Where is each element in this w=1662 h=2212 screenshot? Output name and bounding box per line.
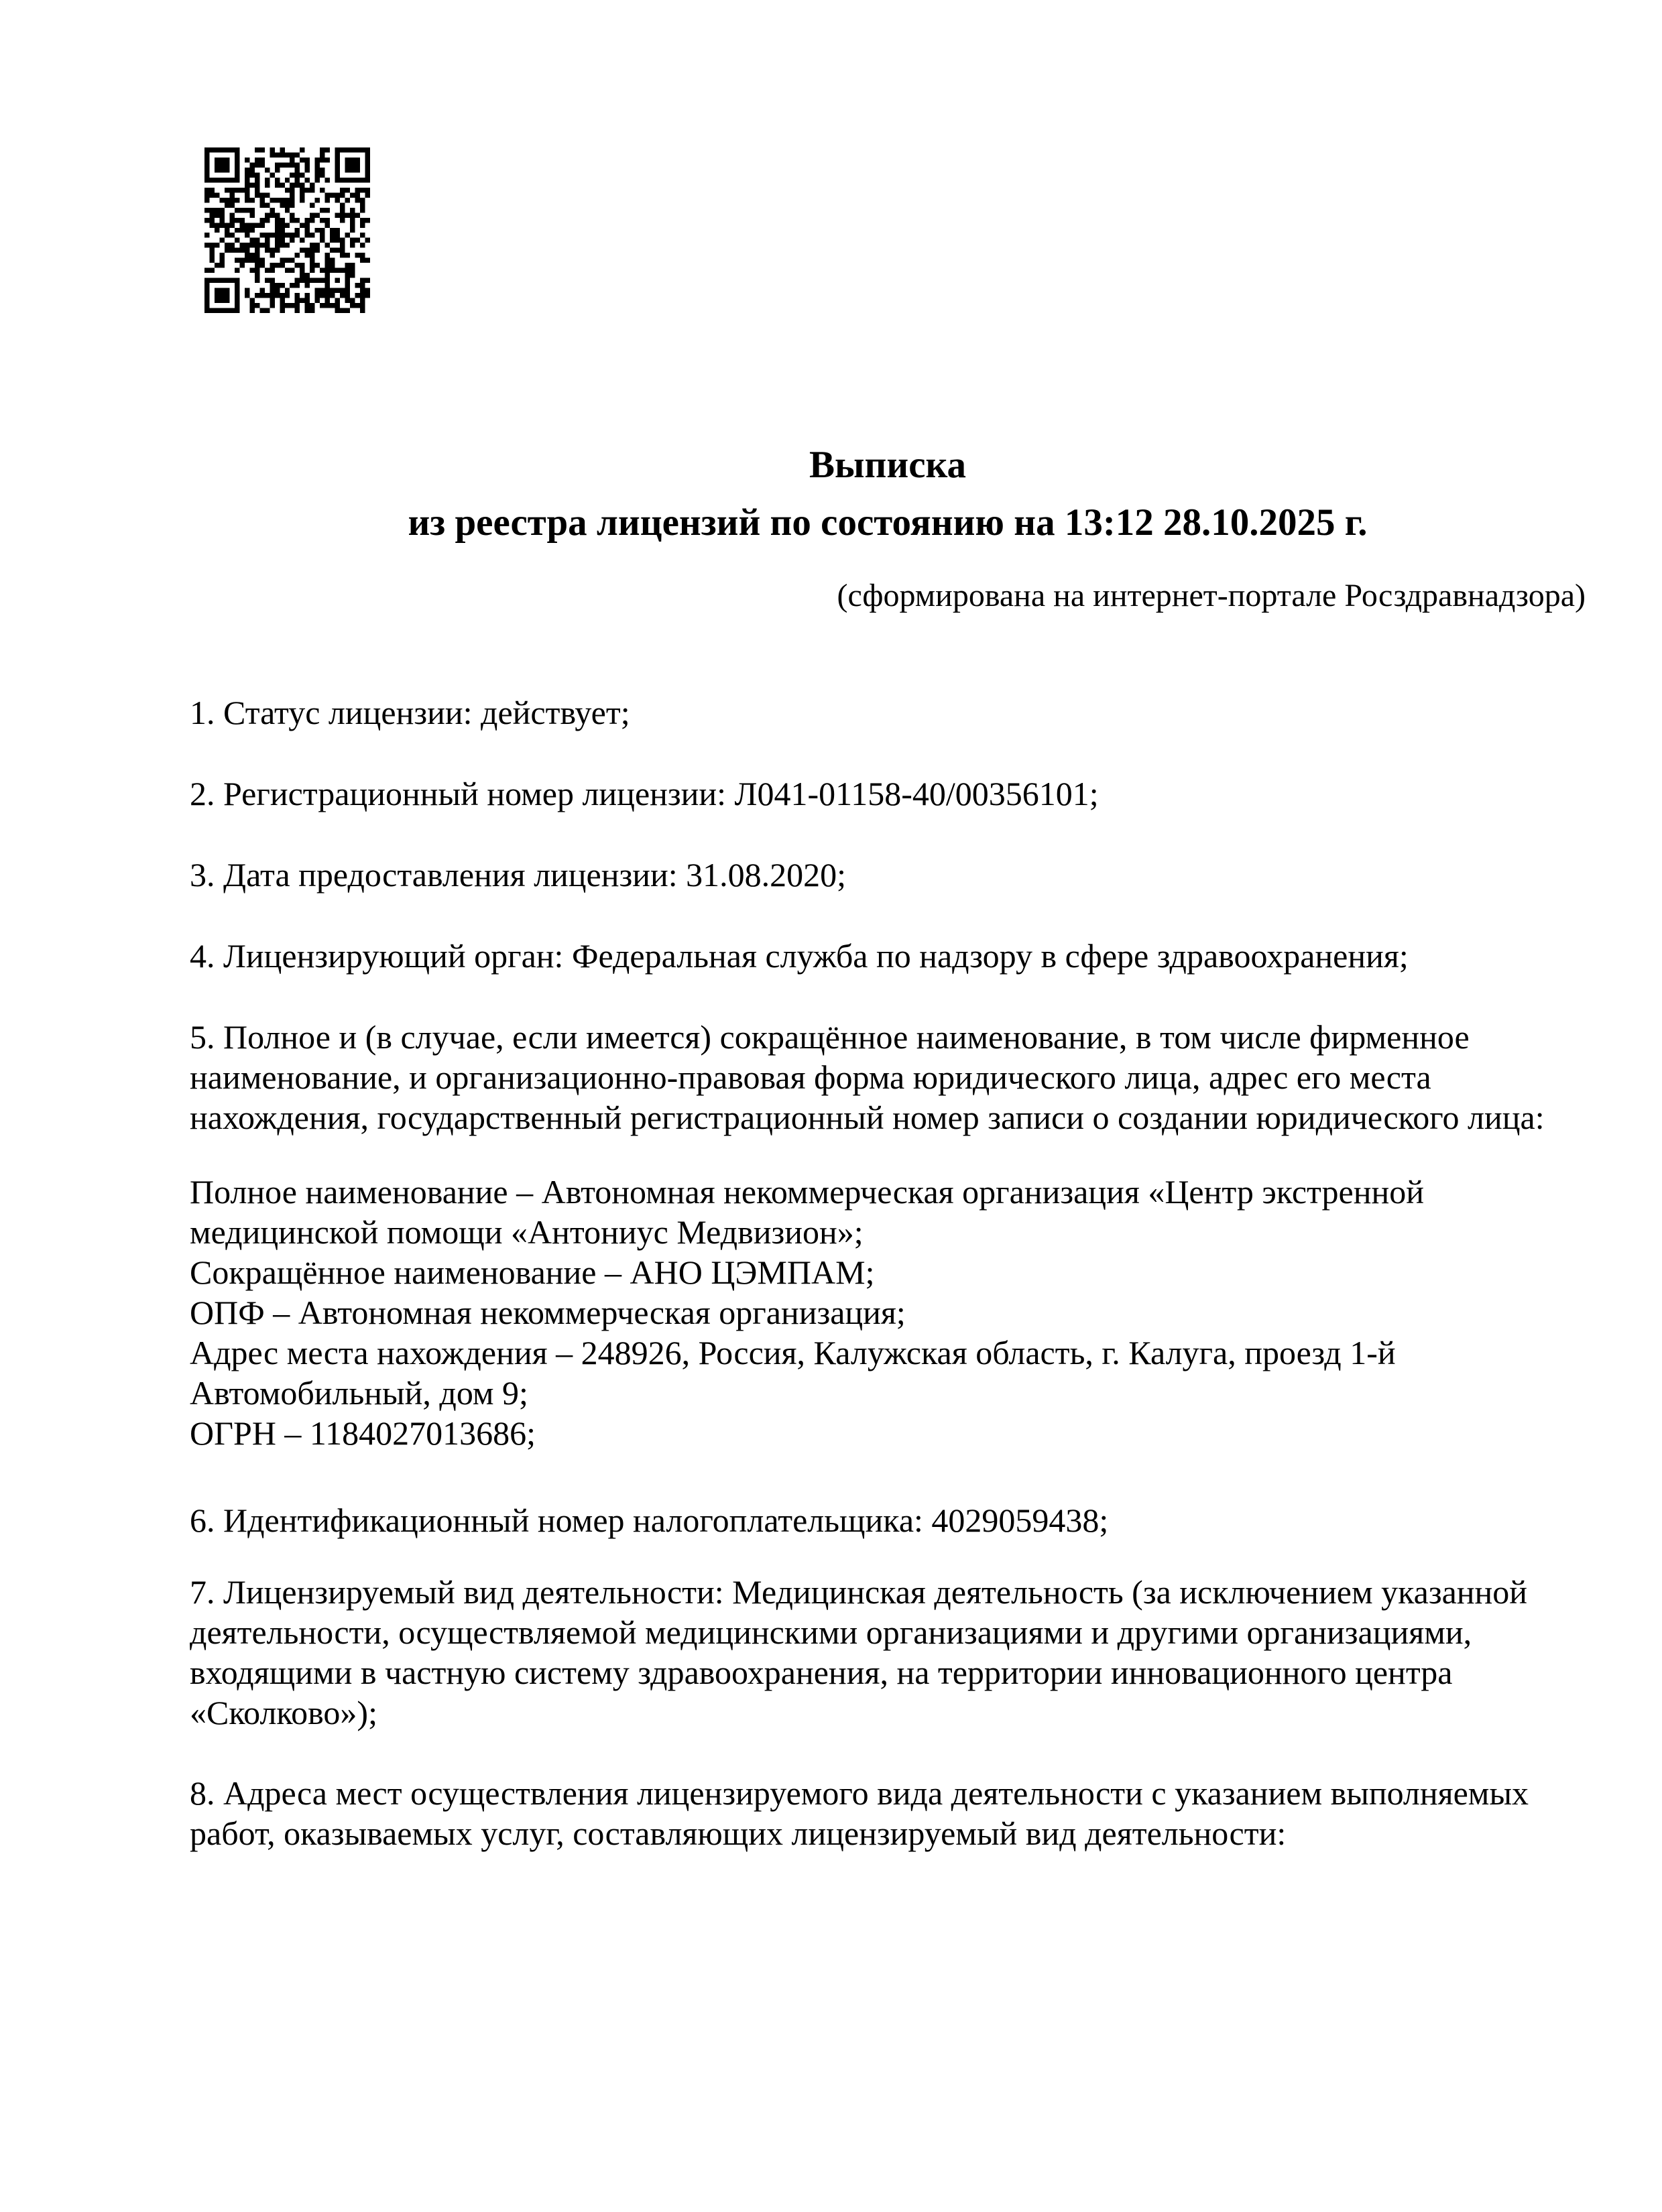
document-title (190, 436, 1586, 552)
license-item-name-heading: 5. Полное и (в случае, если имеется) сокращённое наименование, в том числе фирменное наименование, и организационно-правовая форма юридического лица, адрес его места нахождения, государственный регистрационный номер записи о создании юридического лица: (190, 1018, 1545, 1136)
license-item-reg-number: 2. Регистрационный номер лицензии: Л041-01158-40/00356101; (190, 775, 1099, 812)
document-subtitle: (сформирована на интернет-портале Росздравнадзора) (837, 578, 1586, 613)
license-item-activity-type: 7. Лицензируемый вид деятельности: Медицинская деятельность (за исключением указанной деятельности, осуществляемой медицинскими организациями и другими организациями, входящими в частную систему здравоохранения, на территории инновационного центра «Сколково»); (190, 1573, 1528, 1731)
org-legal-form: ОПФ – Автономная некоммерческая организация; (190, 1294, 906, 1331)
license-item-authority: 4. Лицензирующий орган: Федеральная служба по надзору в сфере здравоохранения; (190, 937, 1409, 975)
org-full-name: Полное наименование – Автономная некоммерческая организация «Центр экстренной медицинской помощи «Антониус Медвизион»; (190, 1173, 1424, 1251)
title-line-2: из реестра лицензий по состоянию на 13:12 28.10.2025 г. (408, 501, 1368, 544)
license-item-addresses-heading: 8. Адреса мест осуществления лицензируемого вида деятельности с указанием выполняемых работ, оказываемых услуг, составляющих лицензируемый вид деятельности: (190, 1774, 1529, 1852)
org-ogrn: ОГРН – 1184027013686; (190, 1414, 536, 1452)
qr-code (204, 147, 370, 313)
license-item-inn: 6. Идентификационный номер налогоплательщика: 4029059438; (190, 1501, 1109, 1539)
license-item-status: 1. Статус лицензии: действует; (190, 694, 630, 731)
license-item-grant-date: 3. Дата предоставления лицензии: 31.08.2020; (190, 856, 847, 894)
title-line-1: Выписка (809, 444, 966, 486)
org-details-block (190, 1172, 1586, 1453)
org-short-name: Сокращённое наименование – АНО ЦЭМПАМ; (190, 1253, 875, 1291)
org-address: Адрес места нахождения – 248926, Россия, Калужская область, г. Калуга, проезд 1-й Автомобильный, дом 9; (190, 1334, 1396, 1412)
